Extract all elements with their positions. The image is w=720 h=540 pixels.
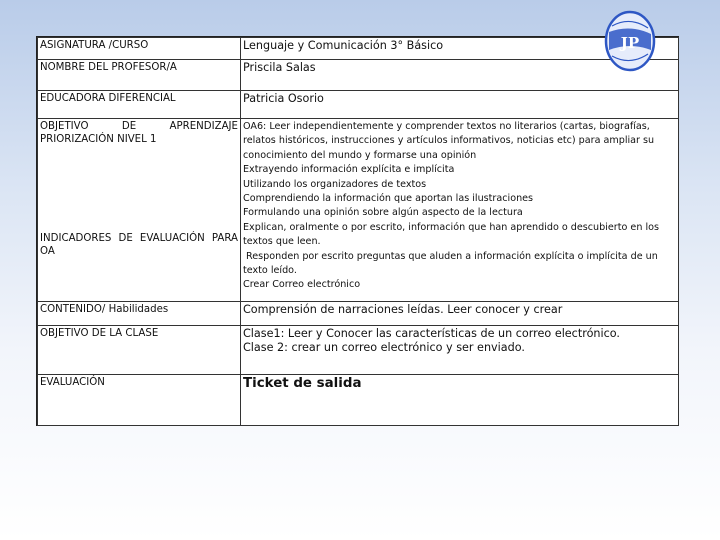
objetivo-label-line2: PRIORIZACIÓN NIVEL 1: [40, 134, 157, 145]
indicador-text-line: Responden por escrito preguntas que aluden a información explícita o implícita de un: [243, 250, 658, 262]
objetivo-indicadores-label: [38, 119, 241, 302]
indicador-text-line: texto leído.: [243, 265, 297, 277]
asignatura-label: ASIGNATURA /CURSO: [38, 38, 241, 60]
educadora-value: Patricia Osorio: [241, 91, 679, 119]
indicador-text-line: Crear Correo electrónico: [243, 279, 361, 291]
contenido-value: Comprensión de narraciones leídas. Leer conocer y crear: [241, 302, 679, 326]
objetivo-clase-value: [241, 326, 679, 375]
oa6-text-line: Utilizando los organizadores de textos: [243, 178, 427, 190]
oa6-text-line: conocimiento del mundo y formarse una opinión: [243, 149, 477, 161]
evaluacion-value: Ticket de salida: [241, 375, 679, 426]
oa6-text-line: OA6: Leer independientemente y comprender textos no literarios (cartas, biografías,: [243, 121, 650, 132]
oa6-text-line: relatos históricos, instrucciones y artículos informativos, noticias etc) para ampliar su: [243, 135, 655, 147]
row-contenido: [38, 302, 679, 326]
row-objetivo-indicadores: [38, 119, 679, 302]
row-objetivo-clase: [38, 326, 679, 375]
objetivo-indicadores-value: [241, 119, 679, 302]
row-evaluacion: [38, 375, 679, 426]
indicadores-label-line2: OA: [40, 246, 55, 257]
clase2-text: Clase 2: crear un correo electrónico y ser enviado.: [243, 341, 525, 354]
oa6-text-line: Comprendiendo la información que aportan las ilustraciones: [243, 193, 534, 205]
school-crest-logo: [604, 10, 656, 72]
oa6-text-line: Formulando una opinión sobre algún aspecto de la lectura: [243, 207, 523, 219]
row-educadora: [38, 91, 679, 119]
oa6-text-line: Extrayendo información explícita e implícita: [243, 164, 455, 176]
clase1-text: Clase1: Leer y Conocer las características de un correo electrónico.: [243, 327, 620, 340]
asignatura-value: Lenguaje y Comunicación 3° Básico: [241, 38, 679, 60]
indicadores-label-line1: INDICADORES DE EVALUACIÓN PARA: [40, 233, 238, 244]
crest-letters: JP: [620, 34, 640, 52]
profesor-label: NOMBRE DEL PROFESOR/A: [38, 60, 241, 91]
contenido-label: CONTENIDO/ Habilidades: [38, 302, 241, 326]
row-profesor: [38, 60, 679, 91]
educadora-label: EDUCADORA DIFERENCIAL: [38, 91, 241, 119]
profesor-value: Priscila Salas: [241, 60, 679, 91]
objetivo-label-line1: OBJETIVO DE APRENDIZAJE: [40, 121, 238, 132]
evaluacion-label: EVALUACIÓN: [38, 375, 241, 426]
objetivo-clase-label: OBJETIVO DE LA CLASE: [38, 326, 241, 375]
row-asignatura: [38, 38, 679, 60]
label-spacer: [40, 146, 238, 232]
lesson-plan-table: [37, 37, 679, 426]
indicador-text-line: textos que leen.: [243, 236, 321, 248]
indicador-text-line: Explican, oralmente o por escrito, información que han aprendido o descubierto en los: [243, 221, 659, 233]
